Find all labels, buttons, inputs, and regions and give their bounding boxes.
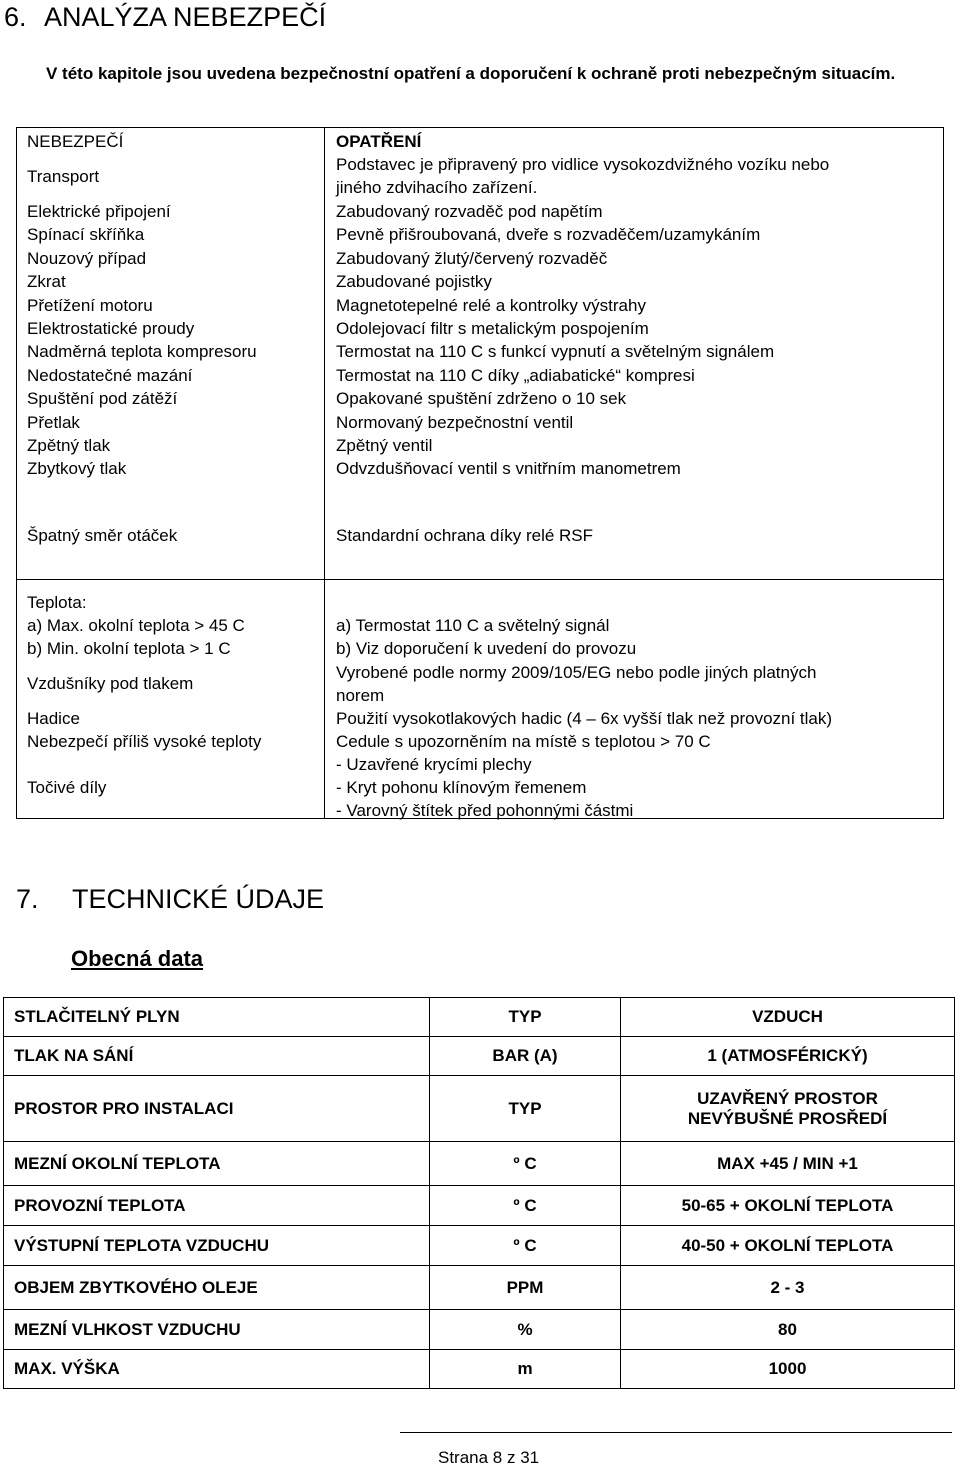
row-divider [17, 579, 943, 580]
measure-cell: Termostat na 110 C díky „adiabatické“ kompresi [336, 366, 695, 385]
hazard-cell: Elektrostatické proudy [27, 319, 195, 338]
hazard-cell: Přetížení motoru [27, 296, 153, 315]
param-cell: STLAČITELNÝ PLYN [4, 998, 430, 1037]
measure-header: OPATŘENÍ [336, 132, 422, 151]
table-row [4, 1266, 955, 1310]
param-cell: OBJEM ZBYTKOVÉHO OLEJE [4, 1266, 430, 1310]
measure-cell: jiného zdvihacího zařízení. [336, 178, 538, 197]
hazard-cell: Spuštění pod zátěží [27, 389, 178, 408]
hazard-cell: Točivé díly [27, 778, 107, 797]
param-cell: VÝSTUPNÍ TEPLOTA VZDUCHU [4, 1226, 430, 1266]
measure-cell: - Kryt pohonu klínovým řemenem [336, 778, 587, 797]
table-row [4, 1310, 955, 1350]
value-cell: MAX +45 / MIN +1 [621, 1142, 955, 1186]
column-divider [324, 128, 325, 818]
table-row [4, 1142, 955, 1186]
value-line: NEVÝBUŠNÉ PROSŘEDÍ [687, 1108, 888, 1128]
measure-cell: Zpětný ventil [336, 436, 433, 455]
param-cell: PROVOZNÍ TEPLOTA [4, 1186, 430, 1226]
measure-cell: Podstavec je připravený pro vidlice vysokozdvižného vozíku nebo [336, 155, 830, 174]
unit-cell: % [430, 1310, 621, 1350]
measure-cell: Zabudovaný rozvaděč pod napětím [336, 202, 603, 221]
unit-cell: PPM [430, 1266, 621, 1310]
param-cell: MEZNÍ OKOLNÍ TEPLOTA [4, 1142, 430, 1186]
measure-cell: Použití vysokotlakových hadic (4 – 6x vyšší tlak než provozní tlak) [336, 709, 833, 728]
hazard-cell: a) Max. okolní teplota > 45 C [27, 616, 245, 635]
hazard-cell: Nouzový případ [27, 249, 147, 268]
table-row [4, 1186, 955, 1226]
table-row [4, 1350, 955, 1389]
section-6-title: ANALÝZA NEBEZPEČÍ [44, 2, 327, 32]
unit-cell: º C [430, 1226, 621, 1266]
table-row [4, 1226, 955, 1266]
technical-data-table [3, 997, 955, 1389]
section-7-number: 7. [16, 884, 39, 914]
hazard-cell: Spínací skříňka [27, 225, 145, 244]
measure-cell: Normovaný bezpečnostní ventil [336, 413, 574, 432]
hazard-cell: Elektrické připojení [27, 202, 171, 221]
measure-cell: norem [336, 686, 385, 705]
hazard-cell: b) Min. okolní teplota > 1 C [27, 639, 231, 658]
value-cell [621, 1076, 955, 1142]
hazard-cell: Nadměrná teplota kompresoru [27, 342, 257, 361]
measure-cell: Pevně přišroubovaná, dveře s rozvaděčem/uzamykáním [336, 225, 761, 244]
section-7-title: TECHNICKÉ ÚDAJE [72, 884, 325, 914]
table-row [4, 1037, 955, 1076]
value-line: UZAVŘENÝ PROSTOR [697, 1088, 878, 1108]
measure-cell: Zabudovaný žlutý/červený rozvaděč [336, 249, 608, 268]
hazard-header: NEBEZPEČÍ [27, 132, 124, 151]
hazard-cell: Nebezpečí příliš vysoké teploty [27, 732, 262, 751]
section-6-heading [4, 2, 327, 33]
value-cell: VZDUCH [621, 998, 955, 1037]
measure-cell: - Varovný štítek před pohonnými částmi [336, 801, 634, 820]
page-number: Strana 8 z 31 [438, 1448, 540, 1467]
section-6-intro: V této kapitole jsou uvedena bezpečnostní opatření a doporučení k ochraně proti nebezpečným situacím. [46, 64, 896, 83]
measure-cell: - Uzavřené krycími plechy [336, 755, 532, 774]
hazard-table [16, 127, 944, 819]
value-cell: 40-50 + OKOLNÍ TEPLOTA [621, 1226, 955, 1266]
unit-cell: TYP [430, 1076, 621, 1142]
measure-cell: Cedule s upozorněním na místě s teplotou > 70 C [336, 732, 711, 751]
hazard-cell: Zkrat [27, 272, 66, 291]
value-cell: 1 (ATMOSFÉRICKÝ) [621, 1037, 955, 1076]
value-cell: 80 [621, 1310, 955, 1350]
unit-cell: m [430, 1350, 621, 1389]
section-6-number: 6. [4, 2, 27, 32]
measure-cell: a) Termostat 110 C a světelný signál [336, 616, 610, 635]
hazard-cell: Vzdušníky pod tlakem [27, 674, 194, 693]
section-7-heading [16, 884, 325, 915]
hazard-cell: Špatný směr otáček [27, 526, 178, 545]
measure-cell: Magnetotepelné relé a kontrolky výstrahy [336, 296, 646, 315]
value-cell: 2 - 3 [621, 1266, 955, 1310]
measure-cell: b) Viz doporučení k uvedení do provozu [336, 639, 637, 658]
hazard-cell: Teplota: [27, 593, 87, 612]
measure-cell: Odolejovací filtr s metalickým pospojením [336, 319, 649, 338]
value-cell: 50-65 + OKOLNÍ TEPLOTA [621, 1186, 955, 1226]
hazard-cell: Zpětný tlak [27, 436, 111, 455]
section-7-subtitle: Obecná data [71, 946, 204, 971]
table-row [4, 1076, 955, 1142]
hazard-cell: Hadice [27, 709, 80, 728]
hazard-cell: Přetlak [27, 413, 80, 432]
table-row [4, 998, 955, 1037]
measure-cell: Termostat na 110 C s funkcí vypnutí a světelným signálem [336, 342, 775, 361]
measure-cell: Odvzdušňovací ventil s vnitřním manometrem [336, 459, 681, 478]
param-cell: PROSTOR PRO INSTALACI [4, 1076, 430, 1142]
param-cell: MAX. VÝŠKA [4, 1350, 430, 1389]
unit-cell: TYP [430, 998, 621, 1037]
unit-cell: BAR (A) [430, 1037, 621, 1076]
hazard-cell: Nedostatečné mazání [27, 366, 193, 385]
measure-cell: Zabudované pojistky [336, 272, 492, 291]
hazard-cell: Transport [27, 167, 100, 186]
measure-cell: Vyrobené podle normy 2009/105/EG nebo podle jiných platných [336, 663, 817, 682]
unit-cell: º C [430, 1186, 621, 1226]
param-cell: MEZNÍ VLHKOST VZDUCHU [4, 1310, 430, 1350]
unit-cell: º C [430, 1142, 621, 1186]
measure-cell: Standardní ochrana díky relé RSF [336, 526, 594, 545]
footer-divider [400, 1432, 952, 1433]
value-cell: 1000 [621, 1350, 955, 1389]
hazard-cell: Zbytkový tlak [27, 459, 127, 478]
measure-cell: Opakované spuštění zdrženo o 10 sek [336, 389, 627, 408]
param-cell: TLAK NA SÁNÍ [4, 1037, 430, 1076]
